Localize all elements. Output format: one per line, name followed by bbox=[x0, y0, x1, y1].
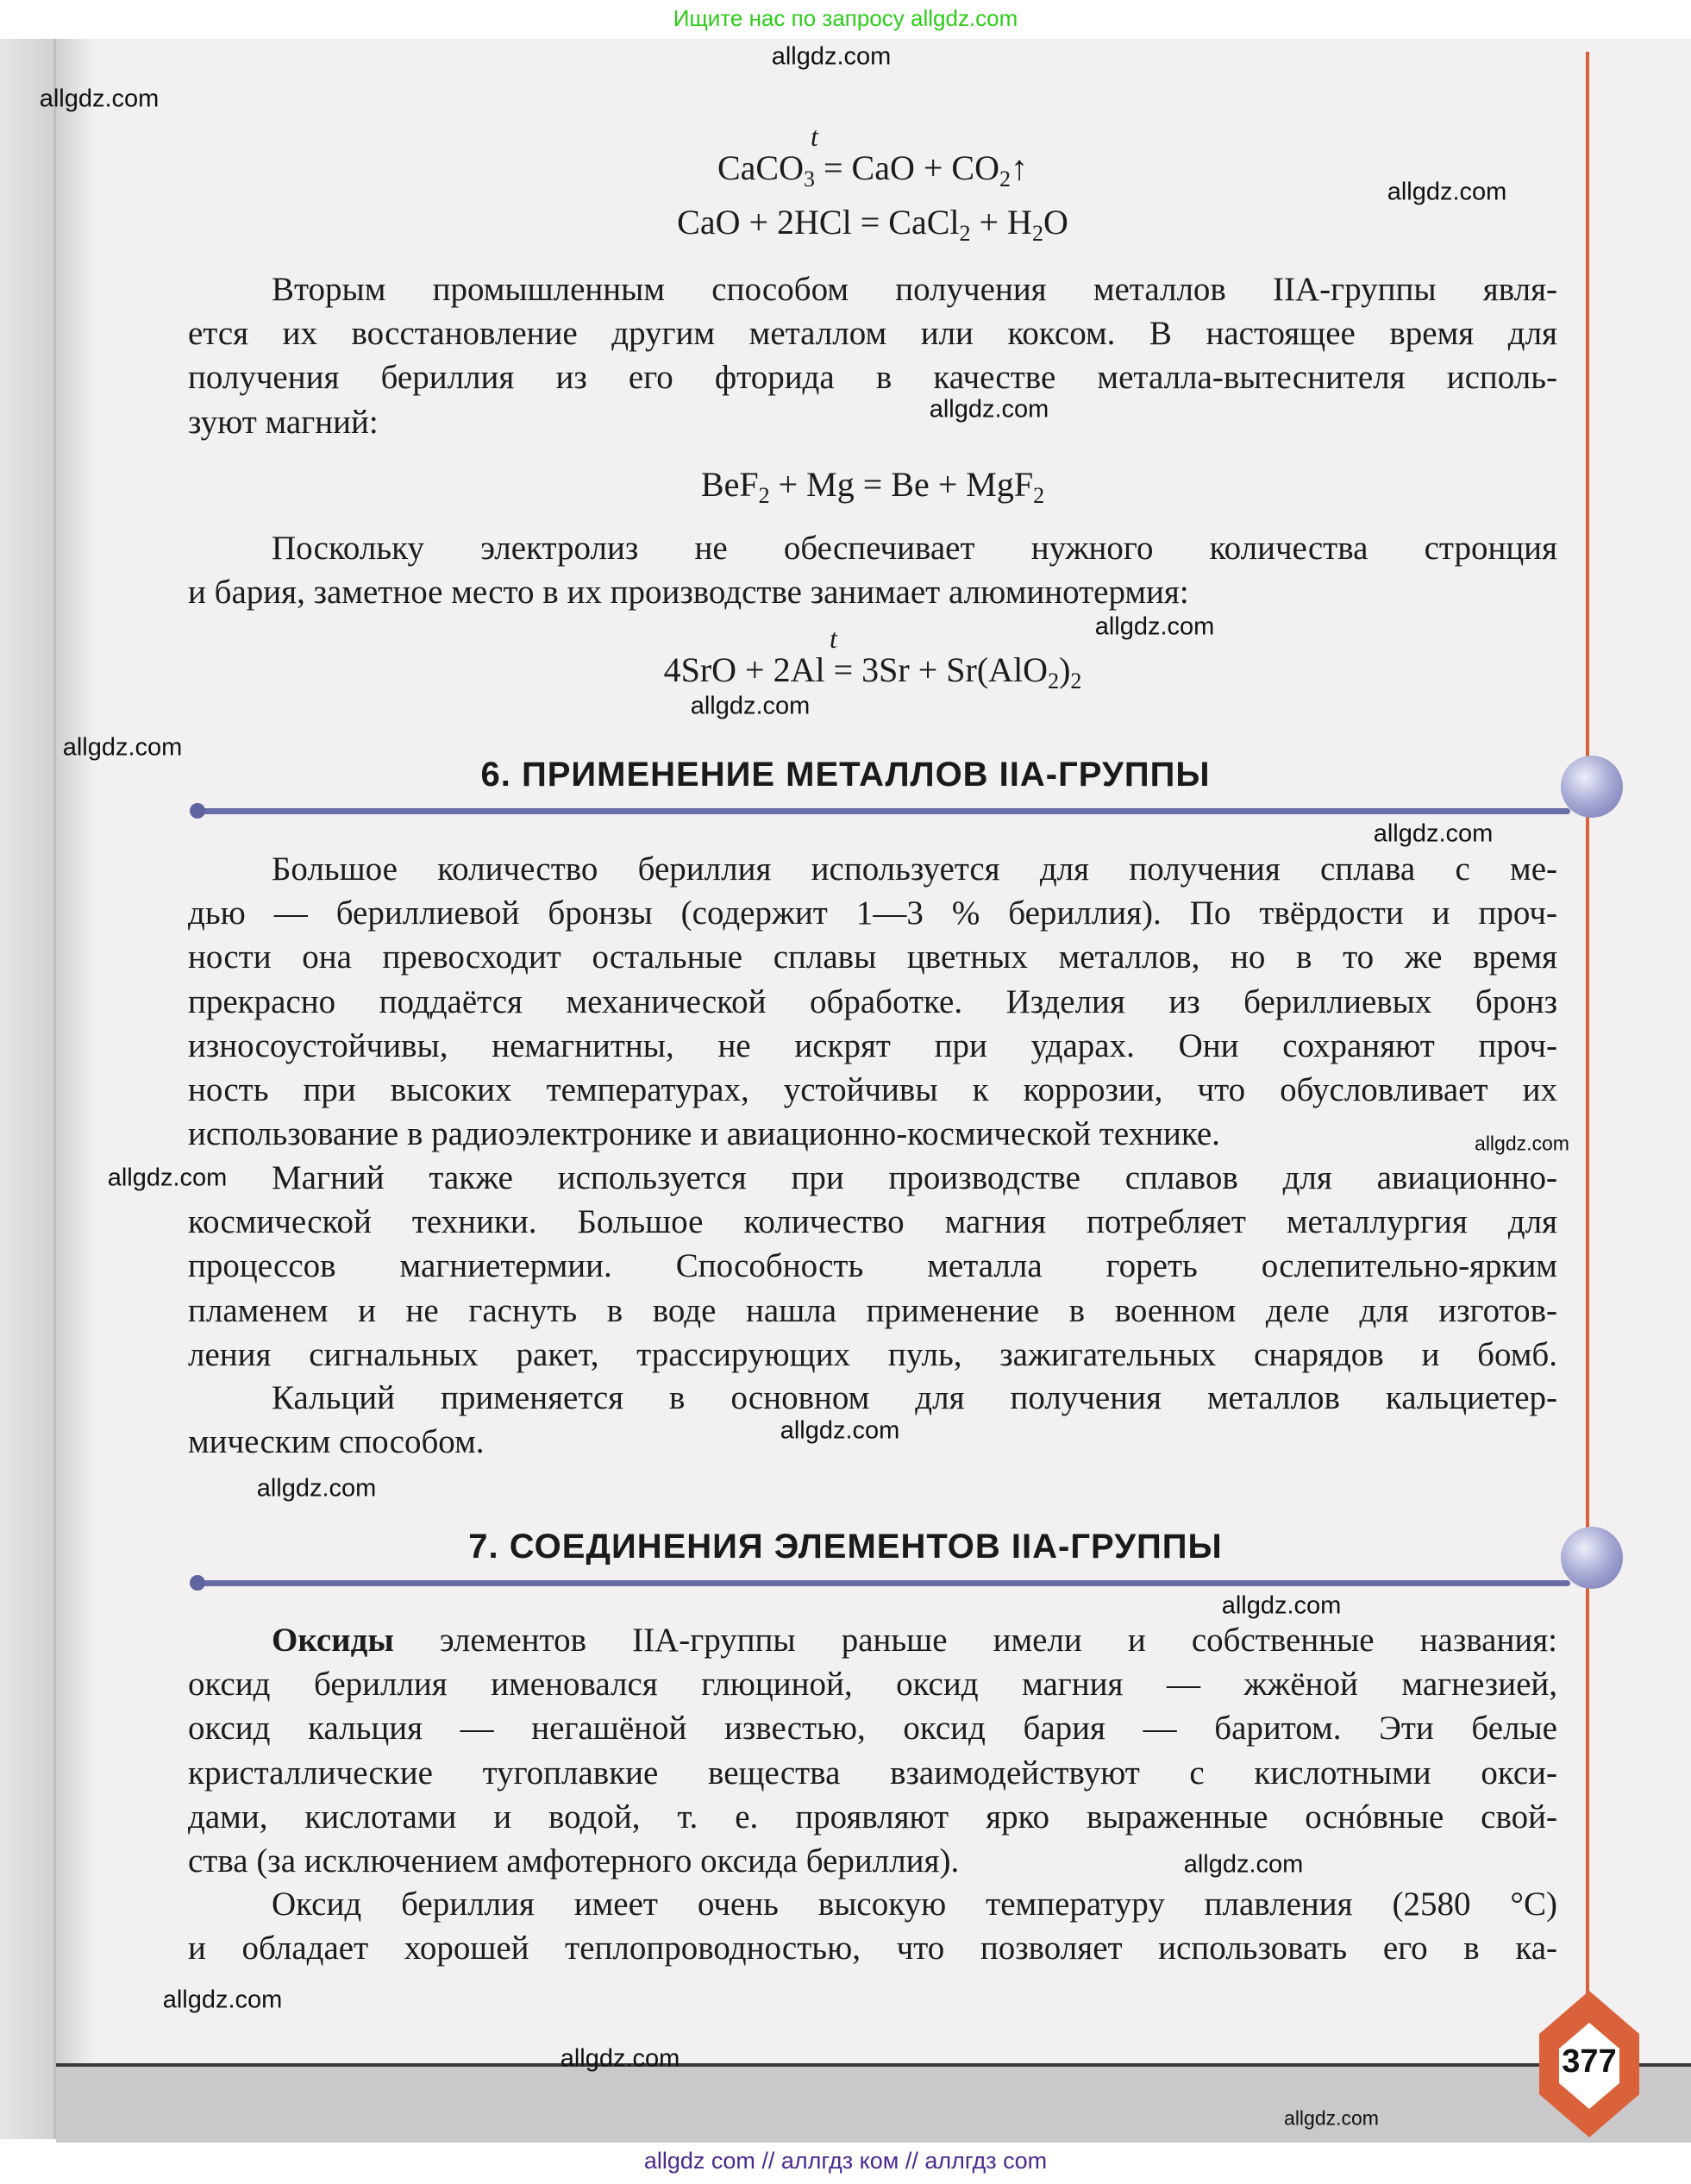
text-line bbox=[188, 1290, 1557, 1333]
subscript: 2 bbox=[758, 483, 770, 508]
subscript: 2 bbox=[1048, 668, 1060, 693]
text-line bbox=[272, 1377, 1557, 1420]
line-text: дами, кислотами и водой, т. е. проявляют ярко выраженные оснóвные свой- bbox=[188, 1798, 1557, 1836]
watermark-text: allgdz.com bbox=[1475, 1132, 1569, 1155]
watermark-text: allgdz.com bbox=[929, 395, 1049, 424]
line-text: ления сигнальных ракет, трассирующих пуль, зажигательных снарядов и бомб. bbox=[188, 1336, 1557, 1373]
equation bbox=[188, 649, 1557, 692]
text-line bbox=[272, 268, 1557, 311]
watermark-text: allgdz.com bbox=[107, 1164, 228, 1192]
line-text: Кальций применяется в основном для получения металлов кальциетер- bbox=[272, 1379, 1557, 1416]
watermark-text: allgdz.com bbox=[62, 733, 183, 762]
bottom-band bbox=[56, 2063, 1691, 2143]
line-text: Магний также используется при производстве сплавов для авиационно- bbox=[272, 1159, 1557, 1196]
line-text: Оксид бериллия имеет очень высокую температуру плавления (2580 °C) bbox=[272, 1886, 1557, 1923]
subscript: 2 bbox=[999, 166, 1011, 191]
watermark-text: allgdz.com bbox=[771, 42, 892, 71]
temperature-mark: t bbox=[811, 121, 818, 152]
text-line bbox=[188, 1796, 1557, 1839]
text-line bbox=[188, 1113, 1557, 1156]
line-text: ность при высоких температурах, устойчивы к коррозии, что обусловливает их bbox=[188, 1071, 1557, 1108]
equation-text: ) bbox=[1059, 650, 1071, 689]
text-line bbox=[188, 892, 1557, 935]
watermark-text: allgdz.com bbox=[1221, 1591, 1342, 1620]
text-line bbox=[188, 981, 1557, 1024]
equation-text: BeF bbox=[700, 465, 759, 504]
subscript: 2 bbox=[1033, 483, 1045, 508]
equation-text: + H bbox=[970, 203, 1032, 242]
subscript: 2 bbox=[1031, 221, 1043, 246]
text-line bbox=[272, 527, 1557, 570]
equation-text: = CaO + CO bbox=[814, 148, 999, 187]
line-text: мическим способом. bbox=[188, 1423, 485, 1460]
temperature-mark: t bbox=[830, 623, 837, 654]
text-line bbox=[188, 1707, 1557, 1750]
text-line bbox=[272, 1157, 1557, 1200]
equation bbox=[188, 147, 1557, 190]
line-text: износоустойчивы, немагнитны, не искрят при ударах. Они сохраняют проч- bbox=[188, 1027, 1557, 1064]
text-line bbox=[188, 1927, 1557, 1970]
watermark-text: allgdz.com bbox=[690, 692, 811, 720]
equation-text: O bbox=[1043, 203, 1068, 242]
text-line bbox=[188, 1201, 1557, 1244]
text-line bbox=[188, 1840, 1557, 1883]
line-text: зуют магний: bbox=[188, 404, 379, 441]
line-text: космической техники. Большое количество магния потребляет металлургия для bbox=[188, 1203, 1557, 1240]
heading-section-7: 7. СОЕДИНЕНИЯ ЭЛЕМЕНТОВ IIA-ГРУППЫ bbox=[468, 1528, 1223, 1566]
text-line bbox=[188, 1025, 1557, 1068]
heading-sphere-icon bbox=[1561, 756, 1623, 818]
line-text: кристаллические тугоплавкие вещества взаимодействуют с кислотными окси- bbox=[188, 1754, 1557, 1792]
watermark-text: allgdz.com bbox=[560, 2044, 680, 2073]
text-line bbox=[272, 1619, 1557, 1662]
text-line bbox=[188, 1752, 1557, 1795]
line-text: и обладает хорошей теплопроводностью, что позволяет использовать его в ка- bbox=[188, 1930, 1557, 1967]
heading-rule-dot bbox=[190, 1575, 205, 1591]
subscript: 2 bbox=[1070, 668, 1082, 693]
equation-text: 4SrO + 2Al = 3Sr + Sr(AlO bbox=[663, 650, 1049, 689]
line-text: элементов IIA-группы раньше имели и собственные названия: bbox=[393, 1622, 1557, 1659]
margin-red-rule bbox=[1586, 52, 1589, 2036]
watermark-text: allgdz.com bbox=[39, 85, 160, 113]
text-line bbox=[188, 1069, 1557, 1112]
line-text: Поскольку электролиз не обеспечивает нужного количества стронция bbox=[272, 530, 1557, 567]
subscript: 2 bbox=[959, 221, 971, 246]
heading-rule bbox=[195, 808, 1570, 814]
line-text: оксид бериллия именовался глюциной, оксид магния — жжёной магнезией, bbox=[188, 1666, 1557, 1703]
line-text: получения бериллия из его фторида в качестве металла-вытеснителя исполь- bbox=[188, 359, 1557, 396]
watermark-text: allgdz.com bbox=[1284, 2106, 1379, 2130]
equation bbox=[188, 463, 1557, 506]
line-text: Вторым промышленным способом получения металлов IIA-группы явля- bbox=[272, 271, 1557, 308]
line-text: процессов магниетермии. Способность металла гореть ослепительно-ярким bbox=[188, 1247, 1557, 1284]
page-edge bbox=[53, 39, 56, 2139]
text-line bbox=[188, 401, 1557, 444]
watermark-text: allgdz.com bbox=[256, 1474, 377, 1503]
line-text: ства (за исключением амфотерного оксида бериллия). bbox=[188, 1842, 960, 1880]
text-line bbox=[188, 936, 1557, 979]
page-number: 377 bbox=[1562, 2043, 1617, 2080]
heading-rule-dot bbox=[190, 803, 205, 819]
text-line bbox=[188, 1334, 1557, 1377]
page-number-badge bbox=[1529, 1984, 1650, 2139]
text-line bbox=[272, 1883, 1557, 1926]
watermark-text: allgdz.com bbox=[1373, 819, 1494, 848]
text-line bbox=[188, 1245, 1557, 1288]
heading-rule bbox=[195, 1580, 1570, 1586]
watermark-text: allgdz.com bbox=[162, 1986, 283, 2014]
equation-text: CaCO bbox=[717, 148, 804, 187]
line-text: Большое количество бериллия используется для получения сплава с ме- bbox=[272, 850, 1557, 888]
subscript: 3 bbox=[803, 166, 815, 191]
heading-section-6: 6. ПРИМЕНЕНИЕ МЕТАЛЛОВ IIA-ГРУППЫ bbox=[480, 756, 1211, 794]
watermark-text: allgdz.com bbox=[1094, 612, 1215, 641]
equation-text: CaO + 2HCl = CaCl bbox=[677, 203, 960, 242]
bold-term: Оксиды bbox=[272, 1622, 394, 1659]
text-line bbox=[188, 571, 1557, 614]
line-text: ется их восстановление другим металлом или коксом. В настоящее время для bbox=[188, 315, 1557, 352]
line-text: пламенем и не гаснуть в воде нашла применение в военном деле для изготов- bbox=[188, 1292, 1557, 1329]
text-line bbox=[188, 356, 1557, 399]
line-text: использование в радиоэлектронике и авиационно-космической технике. bbox=[188, 1115, 1220, 1152]
line-text: ности она превосходит остальные сплавы цветных металлов, но в то же время bbox=[188, 938, 1557, 976]
text-line bbox=[272, 848, 1557, 891]
text-line bbox=[188, 1663, 1557, 1706]
heading-sphere-icon bbox=[1561, 1527, 1623, 1589]
line-text: дью — бериллиевой бронзы (содержит 1—3 % бериллия). По твёрдости и проч- bbox=[188, 894, 1557, 932]
equation bbox=[188, 201, 1557, 244]
watermark-text: allgdz.com bbox=[1183, 1850, 1304, 1879]
footer-links: allgdz com // аллгдз ком // аллгдз com bbox=[643, 2148, 1048, 2174]
watermark-text: allgdz.com bbox=[780, 1416, 900, 1445]
text-line bbox=[188, 312, 1557, 355]
page-binding-shadow bbox=[0, 39, 95, 2139]
top-banner: Ищите нас по запросу allgdz.com bbox=[673, 5, 1018, 31]
watermark-text: allgdz.com bbox=[1387, 178, 1507, 206]
line-text: оксид кальция — негашёной известью, оксид бария — баритом. Эти белые bbox=[188, 1710, 1557, 1747]
equation-text: + Mg = Be + MgF bbox=[769, 465, 1034, 504]
equation-text: ↑ bbox=[1011, 148, 1028, 187]
line-text: прекрасно поддаётся механической обработке. Изделия из бериллиевых бронз bbox=[188, 983, 1557, 1020]
line-text: и бария, заметное место в их производстве занимает алюминотермия: bbox=[188, 574, 1189, 611]
